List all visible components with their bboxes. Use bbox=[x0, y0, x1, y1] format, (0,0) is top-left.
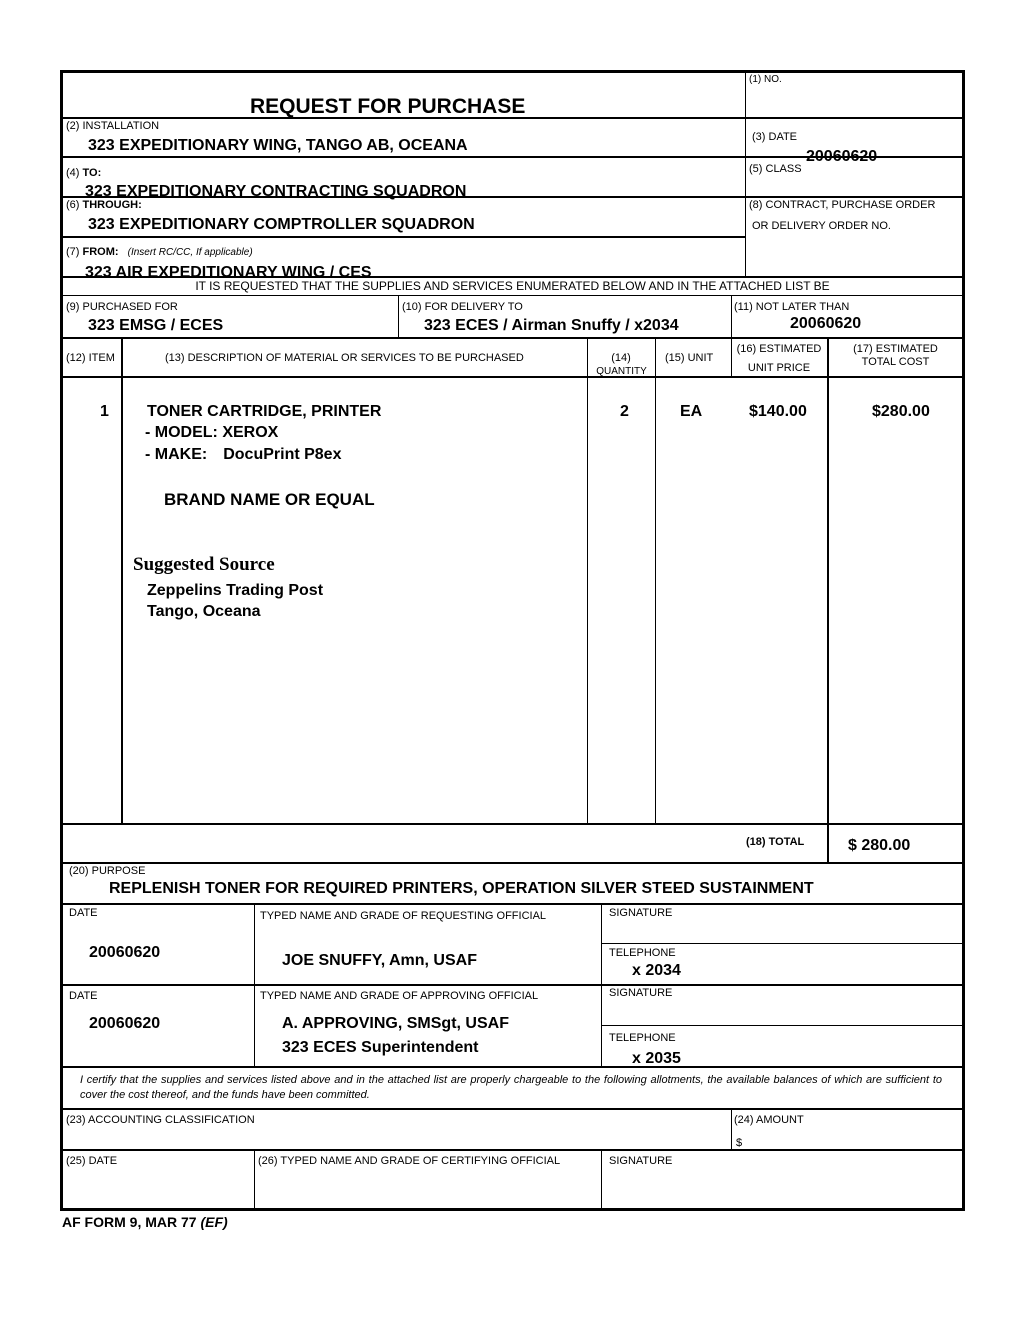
from-field[interactable] bbox=[63, 259, 745, 281]
class-label: (5) CLASS bbox=[749, 163, 802, 175]
requesting-name-value[interactable]: JOE SNUFFY, Amn, USAF bbox=[282, 952, 477, 969]
from-hint: (Insert RC/CC, If applicable) bbox=[127, 247, 253, 258]
suggested-source-heading: Suggested Source bbox=[133, 554, 275, 575]
date-field[interactable] bbox=[746, 140, 961, 165]
contract-label-line2: OR DELIVERY ORDER NO. bbox=[752, 220, 891, 232]
from-label-word: FROM: bbox=[82, 246, 119, 258]
date-label: (3) DATE bbox=[752, 131, 798, 143]
from-label-number: (7) bbox=[66, 246, 83, 258]
requesting-telephone-value[interactable]: x 2034 bbox=[632, 962, 681, 979]
certifying-official-field[interactable] bbox=[256, 1168, 600, 1206]
deliver-to-label: (10) FOR DELIVERY TO bbox=[402, 301, 523, 313]
amount-label: (24) AMOUNT bbox=[734, 1114, 804, 1126]
through-value[interactable]: 323 EXPEDITIONARY COMPTROLLER SQUADRON bbox=[88, 216, 475, 233]
certifying-date-label: (25) DATE bbox=[66, 1155, 118, 1167]
to-value: 323 EXPEDITIONARY CONTRACTING SQUADRON bbox=[85, 183, 467, 200]
item-unit-price: $140.00 bbox=[749, 403, 807, 420]
through-label bbox=[66, 199, 142, 211]
item-unit: EA bbox=[680, 403, 703, 420]
not-later-than-value[interactable]: 20060620 bbox=[790, 315, 862, 332]
col-total-cost-header: (17) ESTIMATED bbox=[853, 343, 938, 355]
item-quantity: 2 bbox=[620, 403, 629, 420]
form-code-suffix: (EF) bbox=[200, 1214, 228, 1230]
col-quantity-header: (14) bbox=[611, 352, 631, 364]
suggested-source-location: Tango, Oceana bbox=[147, 603, 261, 620]
purchased-for-label: (9) PURCHASED FOR bbox=[66, 301, 178, 313]
total-value[interactable]: $ 280.00 bbox=[848, 837, 911, 854]
total-label: (18) TOTAL bbox=[746, 836, 805, 848]
requesting-telephone-label: TELEPHONE bbox=[609, 947, 676, 959]
col-total-cost-header-line2: TOTAL COST bbox=[861, 356, 930, 368]
approving-signature-label: SIGNATURE bbox=[609, 987, 673, 999]
col-item-header: (12) ITEM bbox=[66, 352, 115, 364]
form-code: AF FORM 9, MAR 77 bbox=[62, 1214, 197, 1230]
request-number-label: (1) NO. bbox=[749, 74, 782, 85]
approving-name-label: TYPED NAME AND GRADE OF APPROVING OFFICIAL bbox=[260, 990, 539, 1002]
not-later-than-label: (11) NOT LATER THAN bbox=[734, 301, 850, 313]
accounting-classification-label: (23) ACCOUNTING CLASSIFICATION bbox=[66, 1114, 255, 1126]
requesting-date-value[interactable]: 20060620 bbox=[89, 944, 161, 961]
requesting-date-label: DATE bbox=[69, 907, 98, 919]
certification-statement: I certify that the supplies and services listed above and in the attached list are properly chargeable to the following allotments, the available balances of which are sufficient to cover the cost thereof, and the funds have been committed. bbox=[80, 1074, 942, 1101]
deliver-to-value[interactable]: 323 ECES / Airman Snuffy / x2034 bbox=[424, 317, 679, 334]
certifying-signature-label: SIGNATURE bbox=[609, 1155, 673, 1167]
item-make-prefix: - MAKE: bbox=[145, 446, 208, 463]
col-unit-header: (15) UNIT bbox=[665, 352, 714, 364]
request-number-field[interactable] bbox=[749, 88, 959, 114]
approving-telephone-label: TELEPHONE bbox=[609, 1032, 676, 1044]
approving-date-value[interactable]: 20060620 bbox=[89, 1015, 161, 1032]
item-make-value: DocuPrint P8ex bbox=[223, 446, 342, 463]
requesting-signature-label: SIGNATURE bbox=[609, 907, 673, 919]
col-description-header: (13) DESCRIPTION OF MATERIAL OR SERVICES TO BE PURCHASED bbox=[165, 352, 524, 364]
approving-title-value[interactable]: 323 ECES Superintendent bbox=[282, 1039, 479, 1056]
item-number: 1 bbox=[100, 403, 109, 420]
item-total-cost: $280.00 bbox=[872, 403, 930, 420]
col-unit-price-header: (16) ESTIMATED bbox=[736, 343, 822, 355]
purpose-value[interactable]: REPLENISH TONER FOR REQUIRED PRINTERS, OPERATION SILVER STEED SUSTAINMENT bbox=[109, 880, 814, 897]
from-value: 323 AIR EXPEDITIONARY WING / CES bbox=[85, 264, 372, 281]
through-label-word: THROUGH: bbox=[82, 199, 142, 211]
to-label-number: (4) bbox=[66, 167, 83, 179]
certifying-official-label: (26) TYPED NAME AND GRADE OF CERTIFYING OFFICIAL bbox=[258, 1155, 561, 1167]
through-label-number: (6) bbox=[66, 199, 83, 211]
approving-date-label: DATE bbox=[69, 990, 98, 1002]
requesting-signature-field[interactable] bbox=[603, 920, 961, 942]
installation-value[interactable]: 323 EXPEDITIONARY WING, TANGO AB, OCEANA bbox=[88, 137, 468, 154]
purchased-for-value[interactable]: 323 EMSG / ECES bbox=[88, 317, 224, 334]
contract-label: (8) CONTRACT, PURCHASE ORDER bbox=[749, 199, 936, 211]
from-label bbox=[66, 246, 253, 259]
item-description: TONER CARTRIDGE, PRINTER bbox=[147, 403, 382, 420]
certifying-signature-field[interactable] bbox=[603, 1168, 961, 1206]
to-label-word: TO: bbox=[82, 167, 102, 179]
form-footer bbox=[62, 1214, 228, 1230]
date-value: 20060620 bbox=[806, 148, 878, 165]
approving-telephone-value[interactable]: x 2035 bbox=[632, 1050, 681, 1067]
installation-label: (2) INSTALLATION bbox=[66, 120, 160, 132]
purpose-label: (20) PURPOSE bbox=[69, 865, 146, 877]
suggested-source-name: Zeppelins Trading Post bbox=[147, 582, 324, 599]
item-make bbox=[145, 446, 341, 464]
brand-name-note: BRAND NAME OR EQUAL bbox=[164, 490, 375, 509]
to-field[interactable] bbox=[63, 178, 745, 200]
requesting-name-label: TYPED NAME AND GRADE OF REQUESTING OFFICIAL bbox=[260, 910, 547, 922]
col-unit-price-header-line2: UNIT PRICE bbox=[747, 362, 811, 374]
approving-signature-field[interactable] bbox=[603, 1000, 961, 1023]
request-statement: IT IS REQUESTED THAT THE SUPPLIES AND SERVICES ENUMERATED BELOW AND IN THE ATTACHED LIST BE bbox=[195, 279, 830, 293]
amount-value[interactable]: $ bbox=[736, 1137, 743, 1149]
accounting-classification-field[interactable] bbox=[63, 1127, 729, 1147]
item-model: - MODEL: XEROX bbox=[145, 424, 279, 441]
form-title: REQUEST FOR PURCHASE bbox=[250, 95, 526, 118]
approving-name-value[interactable]: A. APPROVING, SMSgt, USAF bbox=[282, 1015, 509, 1032]
certifying-date-field[interactable] bbox=[63, 1168, 253, 1206]
col-quantity-header-line2: QUANTITY bbox=[596, 366, 647, 377]
